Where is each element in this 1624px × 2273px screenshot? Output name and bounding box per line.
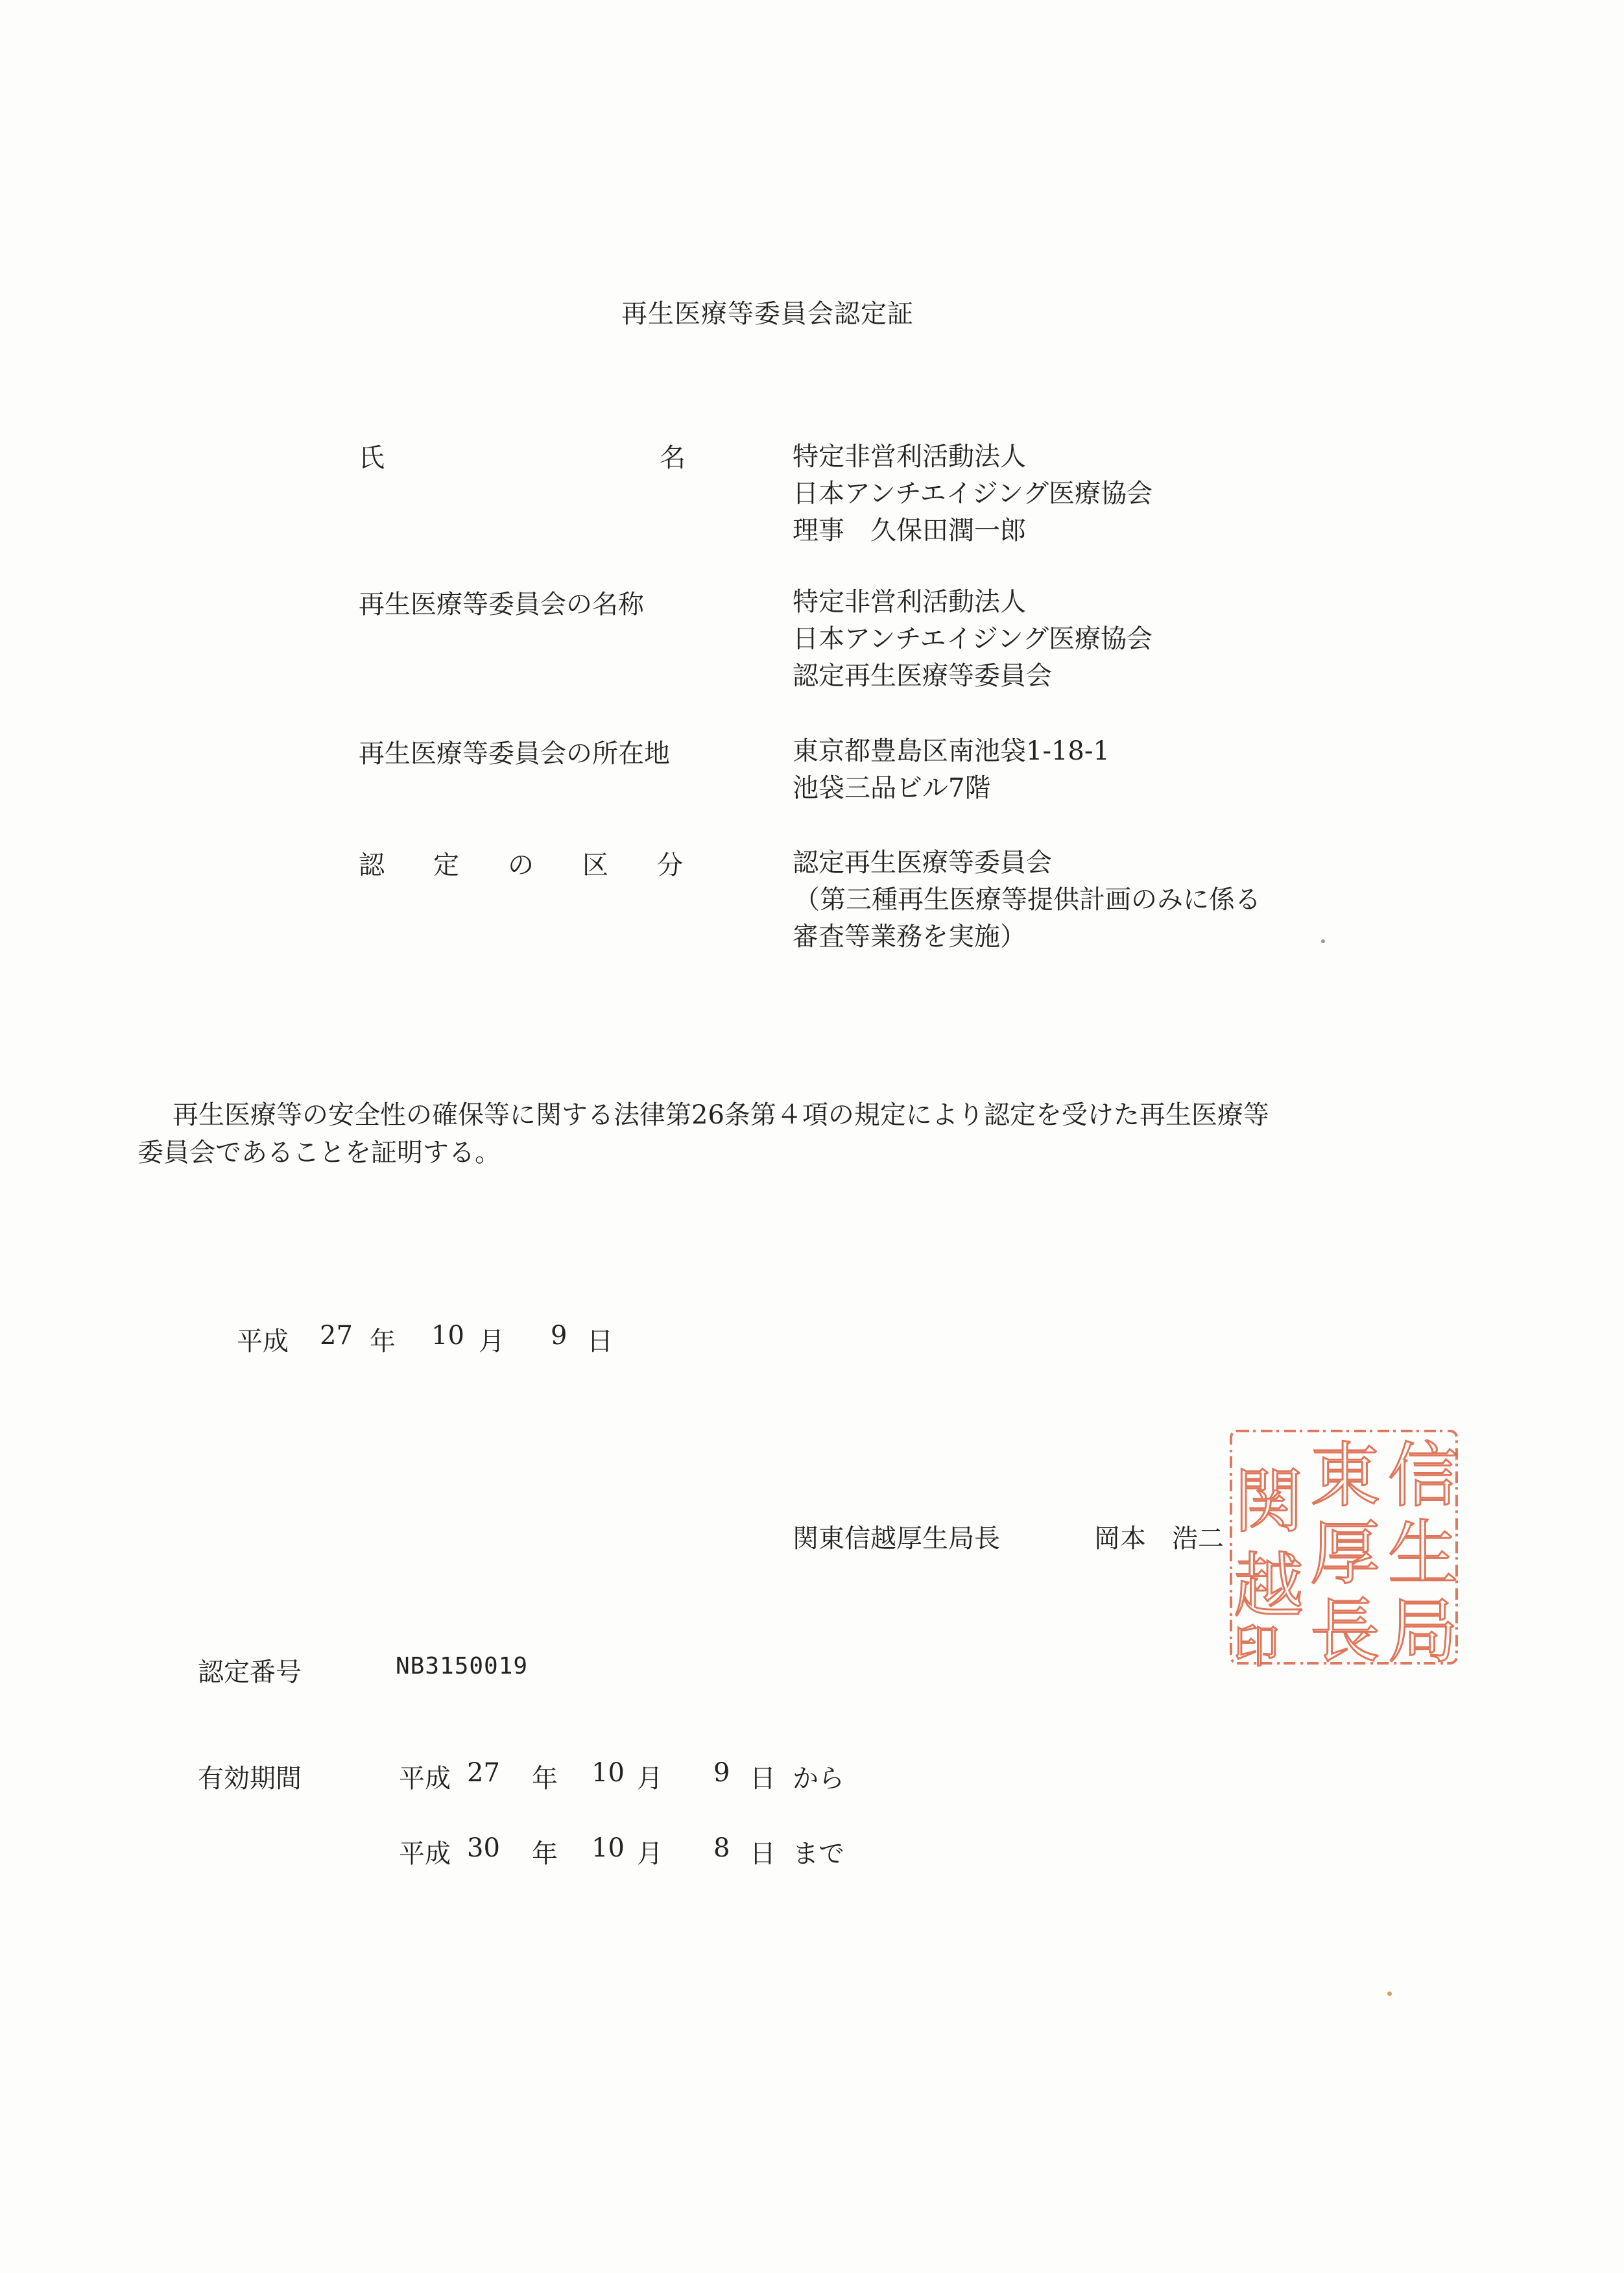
- document-title: 再生医療等委員会認定証: [621, 299, 914, 329]
- svg-text:越: 越: [1234, 1546, 1304, 1627]
- category-line: （第三種再生医療等提供計画のみに係る: [794, 885, 1261, 915]
- issue-date-year-unit: 年: [370, 1327, 396, 1356]
- validity-to-year-unit: 年: [532, 1839, 558, 1869]
- category-label-char: 定: [433, 850, 459, 880]
- location-line: 東京都豊島区南池袋1-18-1: [793, 736, 1110, 766]
- location-value: [793, 733, 1110, 807]
- validity-from-year: 27: [467, 1758, 500, 1788]
- validity-from-era: 平成: [399, 1764, 451, 1794]
- svg-text:長: 長: [1310, 1591, 1381, 1667]
- certification-statement: [137, 1096, 1461, 1172]
- svg-text:関: 関: [1234, 1461, 1304, 1543]
- name-label-right: 名: [660, 443, 686, 473]
- committee-name-line: 特定非営利活動法人: [793, 587, 1026, 617]
- svg-text:東: 東: [1310, 1436, 1381, 1517]
- validity-to-day-unit: 日: [750, 1839, 776, 1869]
- committee-name-line: 認定再生医療等委員会: [793, 661, 1052, 691]
- category-label-char: 分: [657, 850, 683, 880]
- validity-from-suffix: から: [793, 1764, 844, 1794]
- certification-number-label: 認定番号: [198, 1657, 302, 1687]
- validity-to-day: 8: [713, 1833, 730, 1863]
- category-value: [793, 845, 1261, 956]
- validity-from-day: 9: [713, 1758, 730, 1788]
- certification-number: NB3150019: [396, 1653, 529, 1679]
- name-value: [793, 439, 1152, 549]
- validity-from-year-unit: 年: [532, 1764, 558, 1794]
- svg-text:印: 印: [1234, 1620, 1279, 1667]
- committee-name-value: [793, 584, 1152, 695]
- name-line: 特定非営利活動法人: [793, 442, 1026, 472]
- official-seal: [1227, 1427, 1461, 1667]
- committee-name-label: 再生医療等委員会の名称: [359, 590, 644, 619]
- svg-text:局: 局: [1388, 1591, 1459, 1667]
- scan-speck: [1387, 1991, 1392, 1996]
- svg-text:厚: 厚: [1310, 1513, 1381, 1594]
- location-label: 再生医療等委員会の所在地: [359, 739, 670, 769]
- validity-from-day-unit: 日: [750, 1764, 776, 1794]
- category-line: 認定再生医療等委員会: [793, 848, 1052, 878]
- category-label-char: の: [508, 850, 534, 880]
- category-label: [359, 848, 683, 882]
- category-label-char: 区: [582, 850, 608, 880]
- name-label-left: 氏: [359, 443, 385, 473]
- validity-to-year: 30: [467, 1833, 500, 1863]
- validity-to-suffix: まで: [793, 1839, 844, 1869]
- issue-date-month: 10: [431, 1321, 464, 1351]
- issue-date-year: 27: [320, 1321, 353, 1351]
- issue-date-day: 9: [551, 1321, 567, 1351]
- issue-date-day-unit: 日: [587, 1327, 613, 1356]
- svg-text:生: 生: [1388, 1513, 1459, 1594]
- svg-text:信: 信: [1388, 1436, 1459, 1517]
- location-line: 池袋三品ビル7階: [793, 773, 991, 803]
- statement-line: 委員会であることを証明する。: [137, 1138, 501, 1168]
- issuer-title: 関東信越厚生局長: [793, 1524, 1000, 1554]
- name-line: 日本アンチエイジング医療協会: [793, 479, 1152, 509]
- validity-to-month-unit: 月: [637, 1839, 663, 1869]
- name-label: [359, 441, 686, 475]
- validity-from-month-unit: 月: [637, 1764, 663, 1794]
- validity-label: 有効期間: [198, 1764, 302, 1794]
- category-line: 審査等業務を実施）: [793, 922, 1026, 952]
- category-label-char: 認: [359, 850, 385, 880]
- issue-date-era: 平成: [237, 1327, 289, 1356]
- name-line: 理事 久保田潤一郎: [793, 516, 1026, 546]
- scan-speck: [1321, 939, 1325, 943]
- validity-to-era: 平成: [399, 1839, 451, 1869]
- validity-to-month: 10: [591, 1833, 625, 1863]
- validity-from-month: 10: [591, 1758, 625, 1788]
- issue-date-month-unit: 月: [479, 1327, 505, 1356]
- issuer-name: 岡本 浩二: [1094, 1524, 1224, 1554]
- committee-name-line: 日本アンチエイジング医療協会: [793, 624, 1152, 654]
- statement-line: 再生医療等の安全性の確保等に関する法律第26条第４項の規定により認定を受けた再生医療等: [173, 1100, 1269, 1130]
